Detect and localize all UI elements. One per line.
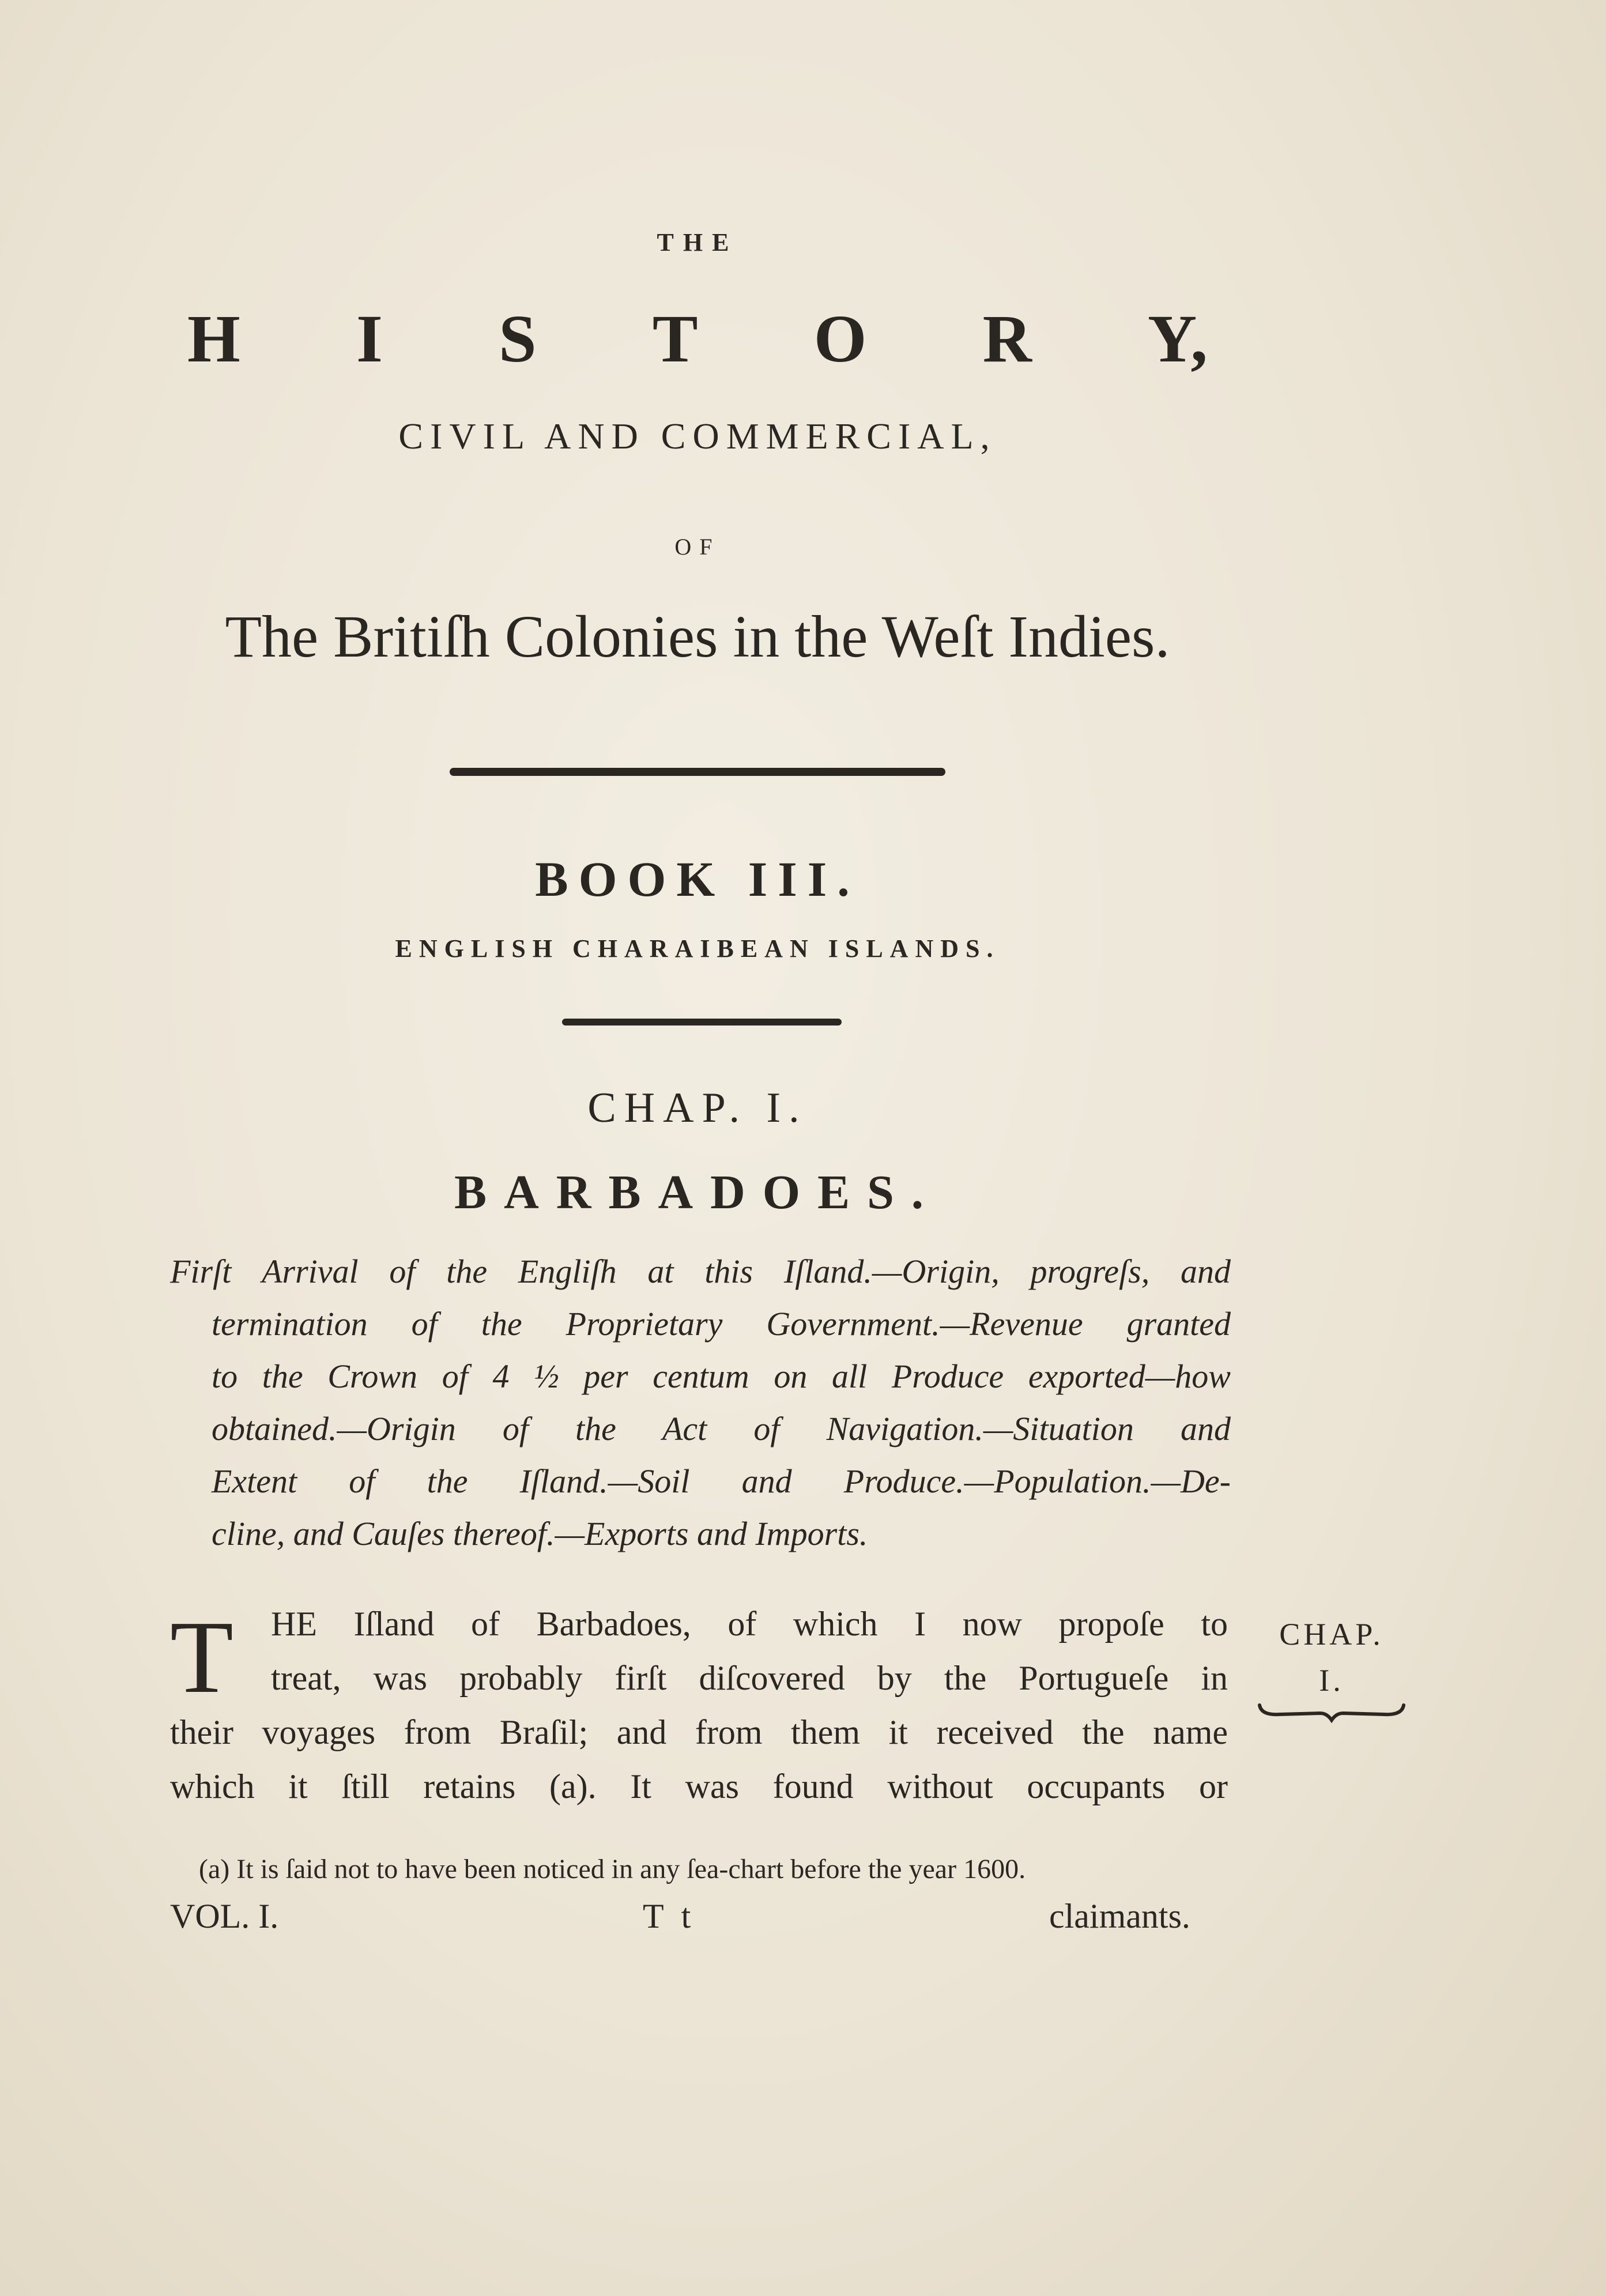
summary-line: termination of the Proprietary Government.—Revenue granted	[212, 1305, 1231, 1343]
history-letter: T	[652, 301, 698, 376]
body-line: which it ſtill retains (a). It was found without occupants or	[170, 1767, 1228, 1805]
title-the: THE	[657, 228, 738, 257]
body-line: their voyages from Braſil; and from them it received the name	[170, 1713, 1228, 1751]
book-title: BOOK III.	[535, 851, 860, 907]
drop-cap: T	[170, 1600, 233, 1714]
margin-note-number: I.	[1319, 1663, 1344, 1698]
margin-brace-icon	[1257, 1701, 1407, 1724]
book-subtitle: ENGLISH CHARAIBEAN ISLANDS.	[395, 934, 1000, 963]
title-civil-commercial: CIVIL AND COMMERCIAL,	[398, 416, 997, 457]
margin-note-chap: CHAP.	[1279, 1617, 1384, 1652]
chapter-label: CHAP. I.	[587, 1084, 808, 1132]
summary-line: Extent of the Iſland.—Soil and Produce.—Population.—De-	[212, 1462, 1231, 1500]
summary-line: obtained.—Origin of the Act of Navigation.—Situation and	[212, 1410, 1231, 1447]
body-line: HE Iſland of Barbadoes, of which I now propoſe to	[271, 1605, 1228, 1643]
title-colonies: The Britiſh Colonies in the Weſt Indies.	[225, 604, 1170, 670]
history-letter: I	[356, 301, 383, 376]
chapter-title: BARBADOES.	[454, 1166, 941, 1219]
title-of: OF	[674, 534, 721, 560]
ornamental-rule	[450, 768, 945, 776]
summary-line: to the Crown of 4 ½ per centum on all Produce exported—how	[212, 1358, 1231, 1395]
body-text	[170, 1597, 1228, 1814]
chapter-summary	[170, 1245, 1231, 1560]
catchword: claimants.	[1049, 1897, 1190, 1935]
history-letter: O	[813, 301, 867, 376]
signature-mark: T t	[643, 1897, 696, 1935]
volume-number: VOL. I.	[170, 1897, 279, 1935]
ornamental-rule	[562, 1019, 842, 1026]
history-letter: R	[982, 301, 1032, 376]
history-letter: Y,	[1148, 301, 1208, 376]
margin-note	[1257, 1611, 1407, 1703]
summary-line: Firſt Arrival of the Engliſh at this Iſland.—Origin, progreſs, and	[170, 1253, 1231, 1290]
summary-line: cline, and Cauſes thereof.—Exports and Imports.	[212, 1515, 868, 1552]
body-line: treat, was probably firſt diſcovered by the Portugueſe in	[271, 1659, 1228, 1697]
title-history	[187, 300, 1208, 378]
footnote: (a) It is ſaid not to have been noticed in any ſea-chart before the year 1600.	[199, 1854, 1026, 1884]
history-letter: S	[499, 301, 537, 376]
history-letter: H	[187, 301, 240, 376]
